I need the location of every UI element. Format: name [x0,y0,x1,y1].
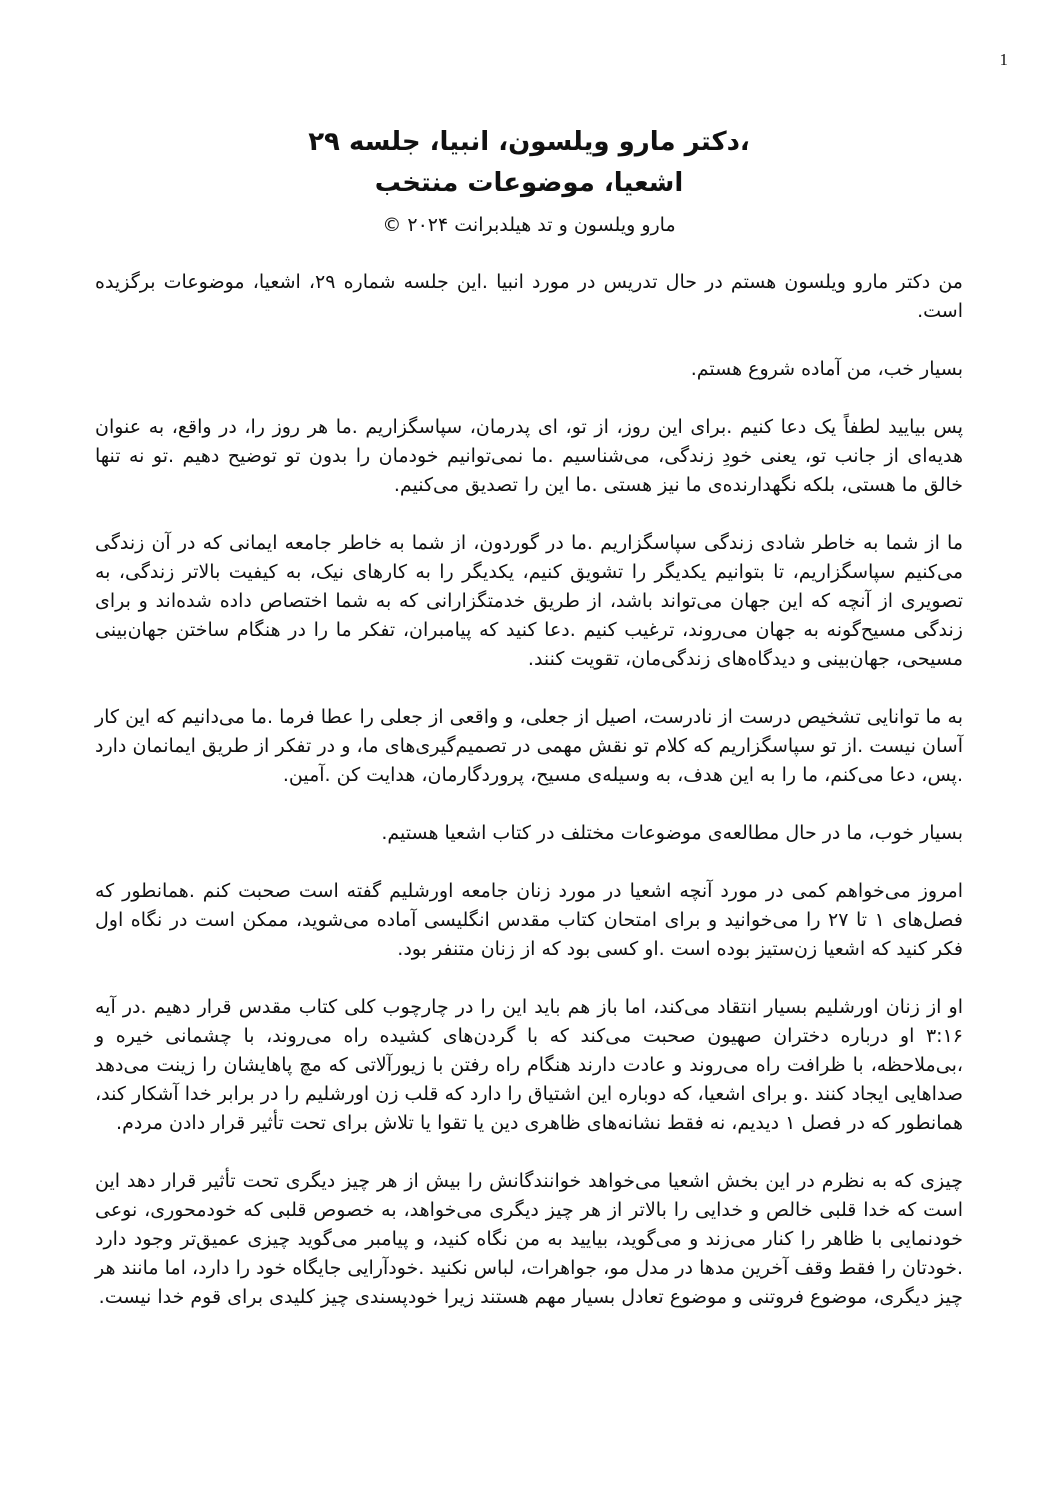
title-line-2: اشعیا، موضوعات منتخب [374,168,684,198]
paragraph-5: به ما توانایی تشخیص درست از نادرست، اصیل از جعلی، و واقعی از جعلی را عطا فرما .ما می‌دانیم که این کار آسان نیست .از تو سپاسگزاریم که کلام تو نقش مهمی در تصمیم‌گیری‌های ما، و در تفکر از طریق ایمانمان دارد .پس، دعا می‌کنم، ما را به این هدف، به وسیله‌ی مسیح، پروردگارمان، هدایت کن .آمین. [95,706,963,786]
paragraph-9: چیزی که به نظرم در این بخش اشعیا می‌خواهد خوانندگانش را بیش از هر چیز دیگری تحت تأثیر قرار دهد این است که خدا قلبی خالص و خدایی را بالاتر از هر چیز دیگری می‌خواهد، به خصوص قلبی که خودمحوری، نوعی خودنمایی با ظاهر را کنار می‌زند و می‌گوید، بیایید به من نگاه کنید، و پیامبر می‌گوید چیزی عمیق‌تر وجود دارد .خودتان را فقط وقف آخرین مدها در مدل مو، جواهرات، لباس نکنید .خودآرایی جایگاه خود را دارد، اما مانند هر چیز دیگری، موضوع فروتنی و موضوع تعادل بسیار مهم هستند زیرا خودپسندی چیز کلیدی برای قوم خدا نیست. [95,1170,963,1308]
paragraph-4: ما از شما به خاطر شادی زندگی سپاسگزاریم .ما در گوردون، از شما به خاطر جامعه ایمانی که در آن زندگی می‌کنیم سپاسگزاریم، تا بتوانیم یکدیگر را تشویق کنیم، یکدیگر را به کارهای نیک، به کیفیت بالاتر زندگی، به تصویری از آنچه که این جهان می‌تواند باشد، از طریق خدمتگزارانی که به شما اختصاص داده شده‌اند و برای زندگی مسیح‌گونه به جهان می‌روند، ترغیب کنیم .دعا کنید که پیامبران، تفکر ما را در هنگام ساختن جهان‌بینی مسیحی، جهان‌بینی و دیدگاه‌های زندگی‌مان، تقویت کنند. [95,532,963,670]
document-title [95,122,963,204]
paragraph-2: بسیار خب، من آماده شروع هستم. [690,358,963,380]
page-number: 1 [999,50,1008,69]
byline-copyright: مارو ویلسون و تد هیلدبرانت ۲۰۲۴ © [382,214,676,236]
document-body [95,268,963,1312]
paragraph-7: امروز می‌خواهم کمی در مورد آنچه اشعیا در مورد زنان جامعه اورشلیم گفته است صحبت کنم .همانطور که فصل‌های ۱ تا ۲۷ را می‌خوانید و برای امتحان کتاب مقدس انگلیسی آماده می‌شوید، ممکن است در نگاه اول فکر کنید که اشعیا زن‌ستیز بوده است .او کسی بود که از زنان متنفر بود. [95,880,963,960]
paragraph-6: بسیار خوب، ما در حال مطالعه‌ی موضوعات مختلف در کتاب اشعیا هستیم. [381,822,963,844]
paragraph-8: او از زنان اورشلیم بسیار انتقاد می‌کند، اما باز هم باید این را در چارچوب کلی کتاب مقدس قرار دهیم .در آیه ۳:۱۶ او درباره دختران صهیون صحبت می‌کند که با گردن‌های کشیده راه می‌روند، با چشمانی خیره و ،بی‌ملاحظه، با ظرافت راه می‌روند و عادت دارند هنگام راه رفتن با زیورآلاتی که مچ پاهایشان را زینت می‌دهد صداهایی ایجاد کنند .و برای اشعیا، که دوباره این اشتیاق را دارد که قلب زن اورشلیم را در برابر خدا آشکار کند، همانطور که در فصل ۱ دیدیم، نه فقط نشانه‌های ظاهری دین یا تقوا یا تلاش برای تحت تأثیر قرار دادن مردم. [95,996,963,1134]
paragraph-1: من دکتر مارو ویلسون هستم در حال تدریس در مورد انبیا .این جلسه شماره ۲۹، اشعیا، موضوعات برگزیده است. [95,271,963,322]
title-line-1: ،دکتر مارو ویلسون، انبیا، جلسه ۲۹ [308,127,750,157]
document-header [95,122,963,240]
paragraph-3: پس بیایید لطفاً یک دعا کنیم .برای این روز، از تو، ای پدرمان، سپاسگزاریم .ما هر روز را، در واقع، به عنوان هدیه‌ای از جانب تو، یعنی خودِ زندگی، می‌شناسیم .ما نمی‌توانیم خودمان را بدون تو توضیح دهیم .تو نه تنها خالق ما هستی، بلکه نگهدارنده‌ی ما نیز هستی .ما این را تصدیق می‌کنیم. [95,416,963,496]
